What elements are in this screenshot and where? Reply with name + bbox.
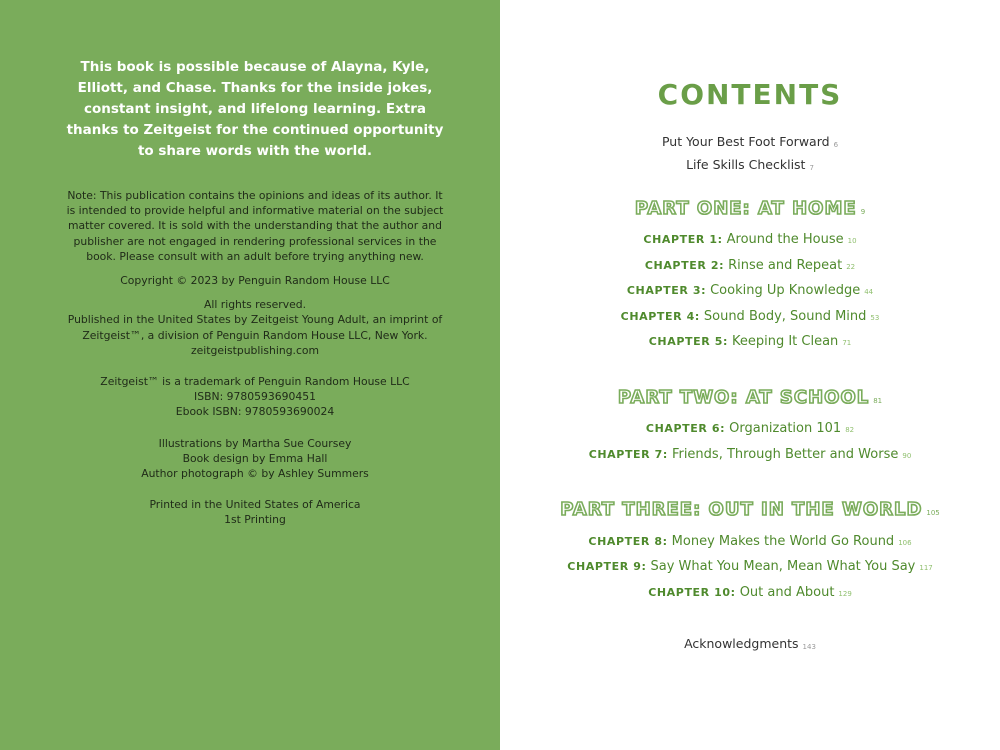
part-page-number: 9 [860, 208, 866, 216]
part-heading [500, 198, 1000, 219]
toc-entry-title: Acknowledgments [684, 636, 799, 651]
chapter-label: CHAPTER 5: [648, 335, 728, 348]
colophon [62, 188, 448, 528]
chapter-entry [500, 581, 1000, 600]
chapter-label: CHAPTER 10: [648, 586, 736, 599]
chapter-label: CHAPTER 3: [626, 284, 707, 297]
chapter-page-number: 44 [864, 288, 874, 296]
chapter-entry [500, 330, 1000, 349]
legal-note: Note: This publication contains the opinions and ideas of its author. It is intended to provide helpful and informative material on the subject matter covered. It is sold with the understanding that the author and publisher are not engaged in rendering professional services in the book. Please consult with an adult before trying anything new. [66, 189, 444, 263]
publisher-line: Published in the United States by Zeitgeist Young Adult, an imprint of Zeitgeist™, a division of Penguin Random House LLC, New York. [67, 313, 443, 342]
chapter-title: Money Makes the World Go Round [671, 534, 895, 549]
chapter-entry [500, 305, 1000, 324]
chapter-title: Around the House [726, 232, 844, 247]
chapter-page-number: 10 [847, 237, 857, 245]
contents-title: CONTENTS [657, 78, 843, 111]
design-credit: Book design by Emma Hall [182, 451, 328, 465]
chapter-entry [500, 254, 1000, 273]
chapter-label: CHAPTER 1: [643, 233, 723, 246]
part-heading [500, 387, 1000, 408]
website-line: zeitgeistpublishing.com [190, 343, 320, 357]
toc-page-number: 7 [809, 164, 814, 172]
chapter-entry [500, 417, 1000, 436]
chapter-page-number: 22 [846, 263, 856, 271]
toc-entry-front [500, 157, 1000, 172]
chapter-entry [500, 228, 1000, 247]
chapter-page-number: 82 [845, 426, 855, 434]
chapter-title: Say What You Mean, Mean What You Say [650, 559, 916, 574]
isbn-line: ISBN: 9780593690451 [194, 390, 316, 404]
chapter-label: CHAPTER 2: [644, 259, 725, 272]
chapter-entry [500, 279, 1000, 298]
part-page-number: 105 [926, 509, 940, 517]
author-photo-credit: Author photograph © by Ashley Summers [141, 467, 369, 481]
chapter-title: Organization 101 [729, 421, 842, 436]
chapter-entry [500, 555, 1000, 574]
dedication: This book is possible because of Alayna, Kyle, Elliott, and Chase. Thanks for the inside jokes, constant insight, and lifelong learning. Extra thanks to Zeitgeist for the continued opportunity to share words with the world. [66, 59, 444, 159]
toc-entry-title: Life Skills Checklist [686, 157, 806, 172]
chapter-title: Sound Body, Sound Mind [703, 309, 867, 324]
part-heading [500, 499, 1000, 520]
chapter-page-number: 106 [898, 539, 912, 547]
toc-entry-back [500, 636, 1000, 651]
chapter-page-number: 129 [838, 590, 852, 598]
chapter-title: Cooking Up Knowledge [710, 283, 861, 298]
toc-entry-title: Put Your Best Foot Forward [661, 134, 830, 149]
chapter-label: CHAPTER 4: [620, 310, 700, 323]
printed-line: Printed in the United States of America [149, 498, 361, 512]
ebook-isbn-line: Ebook ISBN: 9780593690024 [175, 405, 335, 419]
chapter-title: Keeping It Clean [731, 334, 839, 349]
toc-page-number: 6 [833, 141, 839, 149]
chapter-page-number: 53 [870, 314, 880, 322]
contents-page [500, 0, 1000, 750]
printing-line: 1st Printing [224, 513, 286, 527]
chapter-page-number: 117 [919, 564, 933, 572]
chapter-label: CHAPTER 6: [645, 422, 726, 435]
chapter-title: Rinse and Repeat [728, 258, 843, 273]
chapter-label: CHAPTER 7: [588, 448, 668, 461]
chapter-title: Friends, Through Better and Worse [671, 447, 899, 462]
chapter-page-number: 71 [842, 339, 852, 347]
part-title: PART THREE: OUT IN THE WORLD [560, 499, 923, 520]
part-page-number: 81 [873, 397, 883, 405]
toc-entry-front [500, 134, 1000, 149]
toc-page-number: 143 [802, 643, 816, 651]
part-title: PART TWO: AT SCHOOL [617, 387, 870, 408]
chapter-title: Out and About [739, 585, 835, 600]
rights-line: All rights reserved. [203, 298, 307, 312]
copyright-line: Copyright © 2023 by Penguin Random House LLC [120, 274, 390, 288]
part-title: PART ONE: AT HOME [634, 198, 857, 219]
chapter-entry [500, 443, 1000, 462]
trademark-line: Zeitgeist™ is a trademark of Penguin Random House LLC [100, 375, 410, 389]
illustrations-credit: Illustrations by Martha Sue Coursey [158, 436, 352, 450]
chapter-label: CHAPTER 9: [567, 560, 647, 573]
chapter-label: CHAPTER 8: [588, 535, 668, 548]
chapter-page-number: 90 [902, 452, 912, 460]
chapter-entry [500, 530, 1000, 549]
